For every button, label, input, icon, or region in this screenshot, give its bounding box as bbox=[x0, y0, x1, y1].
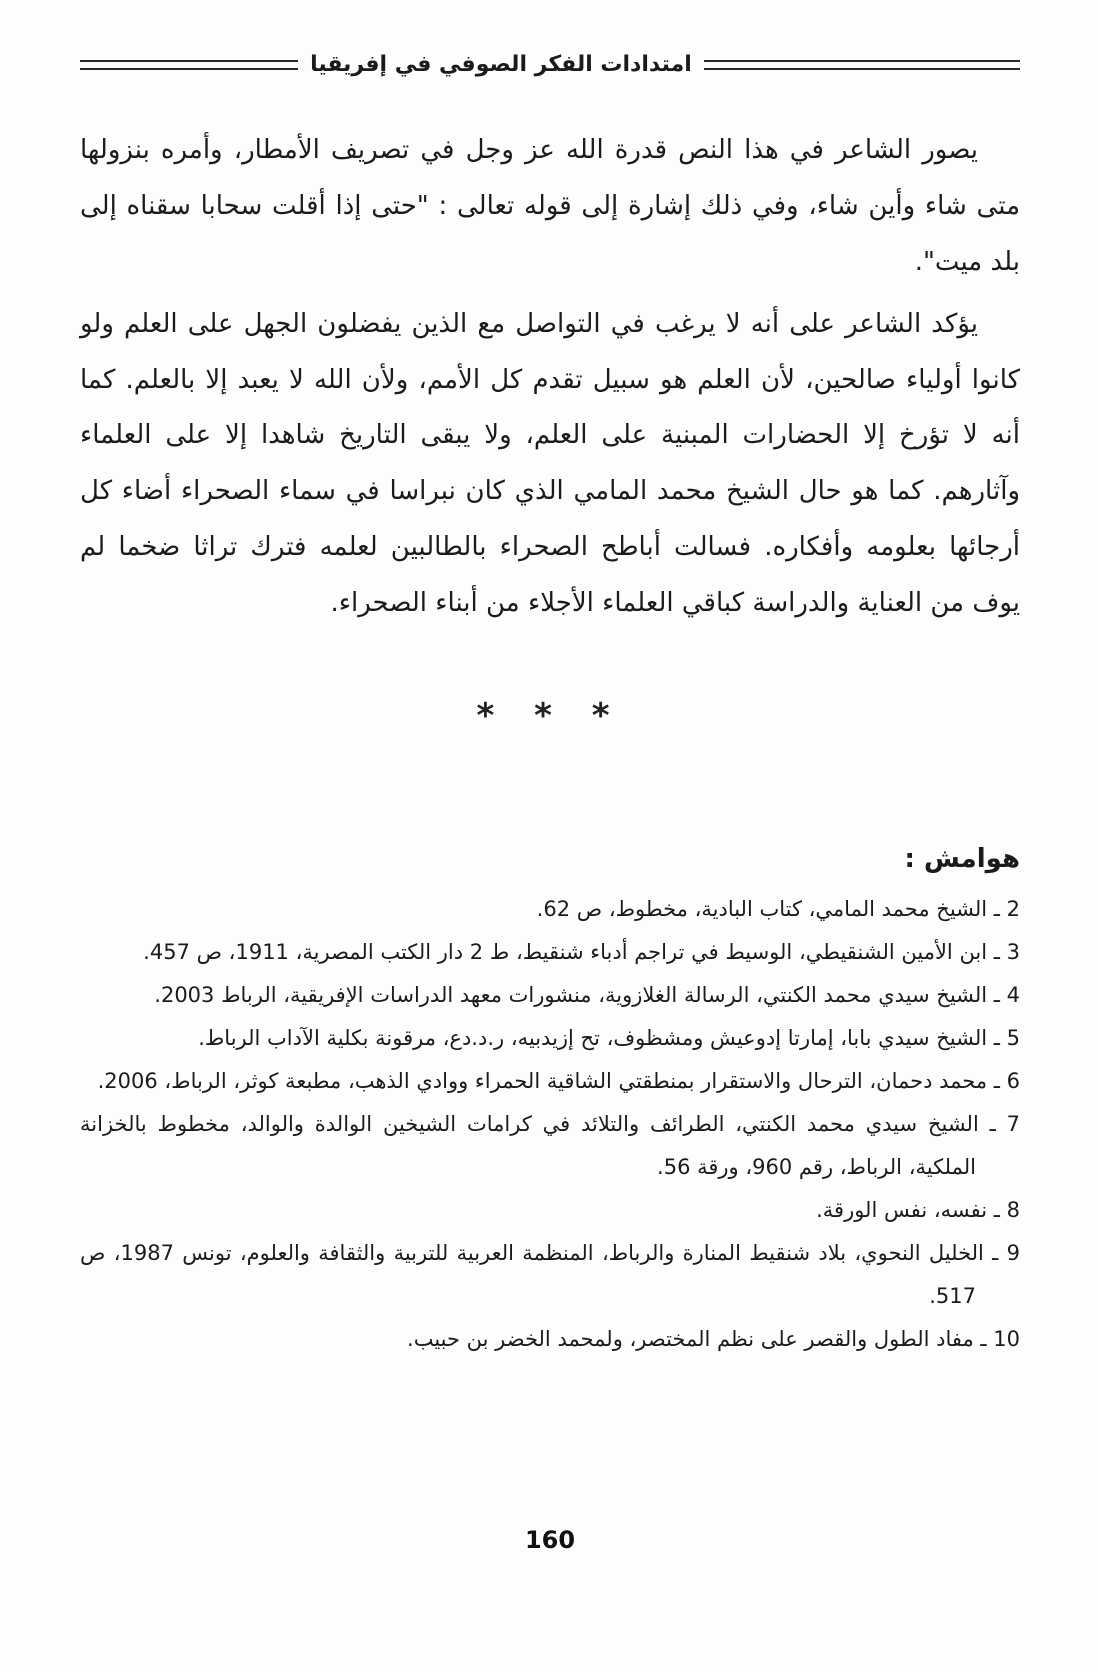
footnote-item: 10 ـ مفاد الطول والقصر على نظم المختصر، ولمحمد الخضر بن حبيب. bbox=[407, 1327, 1020, 1352]
page-number: 160 bbox=[524, 1526, 576, 1554]
page-title: امتدادات الفكر الصوفي في إفريقيا bbox=[310, 52, 692, 77]
header-rule-right bbox=[704, 60, 1020, 70]
body-paragraph-2: يؤكد الشاعر على أنه لا يرغب في التواصل مع الذين يفضلون الجهل على العلم ولو كانوا أولياء صالحين، لأن العلم هو سبيل تقدم كل الأمم، ولأن الله لا يعبد إلا بالعلم. كما أنه لا تؤرخ إلا الحضارات المبنية على العلم، ولا يبقى التاريخ شاهدا إلا على العلماء وآثارهم. كما هو حال الشيخ محمد المامي الذي كان نبراسا في سماء الصحراء أضاء كل أرجائها بعلومه وأفكاره. فسالت أباطح الصحراء بالطالبين لعلمه فترك تراثا ضخما لم يوف من العناية والدراسة كباقي العلماء الأجلاء من أبناء الصحراء. bbox=[80, 308, 1020, 619]
header-rule-left bbox=[80, 60, 298, 70]
footnote-item: 8 ـ نفسه، نفس الورقة. bbox=[816, 1198, 1020, 1223]
footnote-item: 6 ـ محمد دحمان، الترحال والاستقرار بمنطقتي الشاقية الحمراء ووادي الذهب، مطبعة كوثر، الرباط، 2006. bbox=[97, 1069, 1020, 1094]
footnote-item: 5 ـ الشيخ سيدي بابا، إمارتا إدوعيش ومشظوف، تح إزيدبيه، ر.د.دع، مرقونة بكلية الآداب الرباط. bbox=[198, 1026, 1020, 1051]
body-paragraph-1: يصور الشاعر في هذا النص قدرة الله عز وجل في تصريف الأمطار، وأمره بنزولها متى شاء وأين شاء، وفي ذلك إشارة إلى قوله تعالى : "حتى إذا أقلت سحابا سقناه إلى بلد ميت". bbox=[80, 135, 1020, 277]
page-footer bbox=[0, 1526, 1100, 1554]
footnote-item: 2 ـ الشيخ محمد المامي، كتاب البادية، مخطوط، ص 62. bbox=[536, 897, 1020, 922]
body-text bbox=[80, 123, 1020, 736]
section-separator: * * * bbox=[476, 696, 624, 737]
footnote-item: 9 ـ الخليل النحوي، بلاد شنقيط المنارة والرباط، المنظمة العربية للتربية والثقافة والعلوم، تونس 1987، ص 517. bbox=[80, 1241, 1021, 1309]
footnotes-heading: هوامش : bbox=[904, 844, 1020, 875]
footnote-item: 7 ـ الشيخ سيدي محمد الكنتي، الطرائف والتلائد في كرامات الشيخين الوالدة والوالد، مخطوط بالخزانة الملكية، الرباط، رقم 960، ورقة 56. bbox=[80, 1112, 1020, 1180]
footnotes-section bbox=[80, 844, 1020, 1362]
footnote-list bbox=[80, 888, 1020, 1362]
footnote-item: 3 ـ ابن الأمين الشنقيطي، الوسيط في تراجم أدباء شنقيط، ط 2 دار الكتب المصرية، 1911، ص 457. bbox=[143, 940, 1020, 965]
page-header bbox=[80, 52, 1020, 77]
footnote-item: 4 ـ الشيخ سيدي محمد الكنتي، الرسالة الغلازوية، منشورات معهد الدراسات الإفريقية، الرباط 2003. bbox=[154, 983, 1020, 1008]
